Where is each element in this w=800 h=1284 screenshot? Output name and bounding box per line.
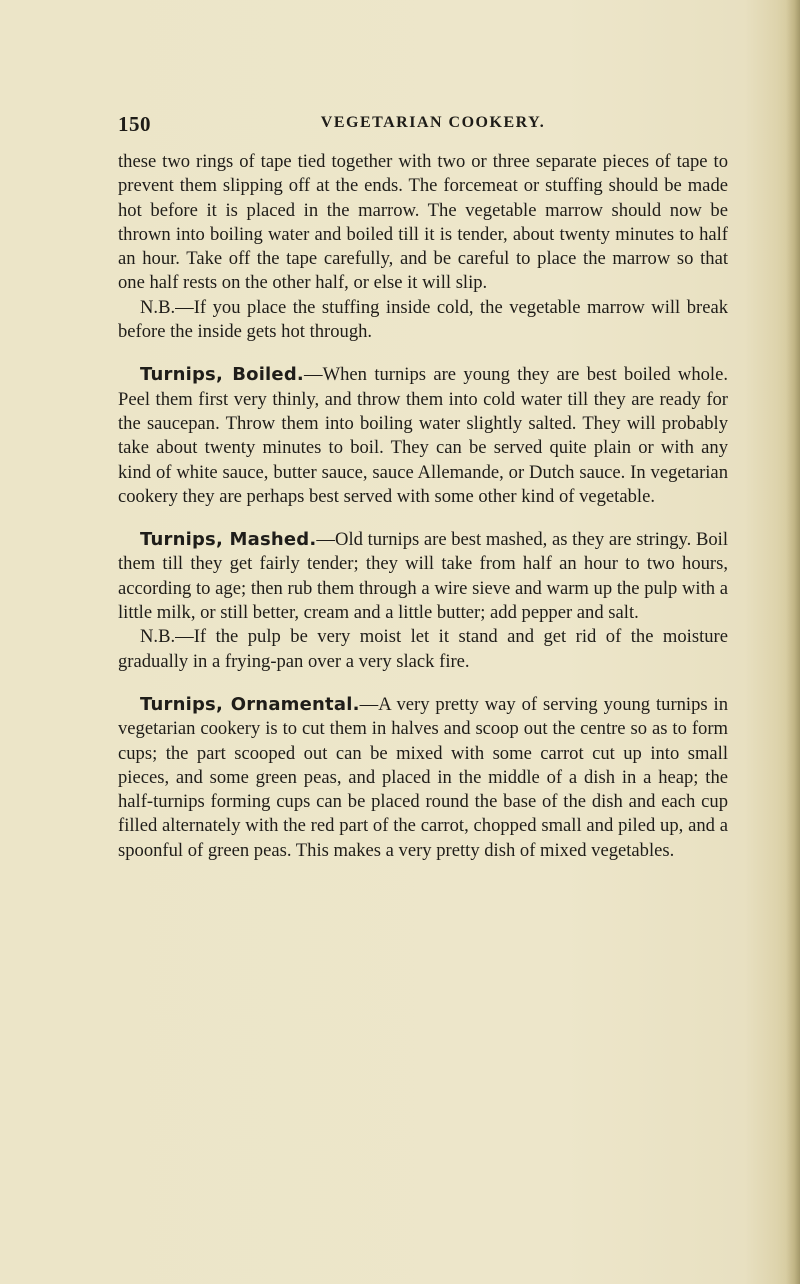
page-header (118, 112, 728, 138)
recipe-turnips-boiled (118, 363, 728, 509)
page-edge-shadow (786, 0, 800, 1284)
recipe-heading: Turnips, Boiled. (140, 364, 304, 386)
recipe-heading: Turnips, Ornamental. (140, 693, 360, 715)
recipe-text: —A very pretty way of serving young turnips in vegetarian cookery is to cut them in halves and scoop out the centre so as to form cups; the part scooped out can be mixed with some carrot cut up into small pieces, and some green peas, and placed in the middle of a dish in a heap; the half-turnips forming cups can be placed round the base of the dish and each cup filled alternately with the red part of the carrot, chopped small and piled up, and a spoonful of green peas. This makes a very pretty dish of mixed vegetables. (118, 693, 728, 861)
page-number: 150 (118, 112, 151, 136)
recipe-turnips-mashed (118, 528, 728, 625)
recipe-text: —Old turnips are best mashed, as they are stringy. Boil them till they get fairly tender; they will take from half an hour to two hours, according to age; then rub them through a wire sieve and warm up the pulp with a little milk, or still better, cream and a little butter; add pepper and salt. (118, 529, 728, 624)
running-head: VEGETARIAN COOKERY. (320, 114, 546, 131)
recipe-heading: Turnips, Mashed. (140, 529, 317, 551)
note-paragraph: N.B.—If the pulp be very moist let it stand and get rid of the moisture gradually in a frying-pan over a very slack fire. (118, 626, 728, 672)
recipe-text: —When turnips are young they are best boiled whole. Peel them first very thinly, and throw them into cold water till they are ready for the saucepan. Throw them into boiling water slightly salted. They will probably take about twenty minutes to boil. They can be served quite plain or with any kind of white sauce, butter sauce, sauce Allemande, or Dutch sauce. In vegetarian cookery they are perhaps best served with some other kind of vegetable. (118, 364, 728, 507)
note-paragraph: N.B.—If you place the stuffing inside cold, the vegetable marrow will break before the inside gets hot through. (118, 296, 728, 343)
recipe-turnips-ornamental (118, 693, 728, 863)
page-body (118, 150, 728, 863)
continued-paragraph: these two rings of tape tied together with two or three separate pieces of tape to prevent them slipping off at the ends. The forcemeat or stuffing should be made hot before it is placed in the marrow. The vegetable marrow should now be thrown into boiling water and boiled till it is tender, about twenty minutes to half an hour. Take off the tape carefully, and be careful to place the marrow so that one half rests on the other half, or else it will slip. (118, 151, 728, 294)
